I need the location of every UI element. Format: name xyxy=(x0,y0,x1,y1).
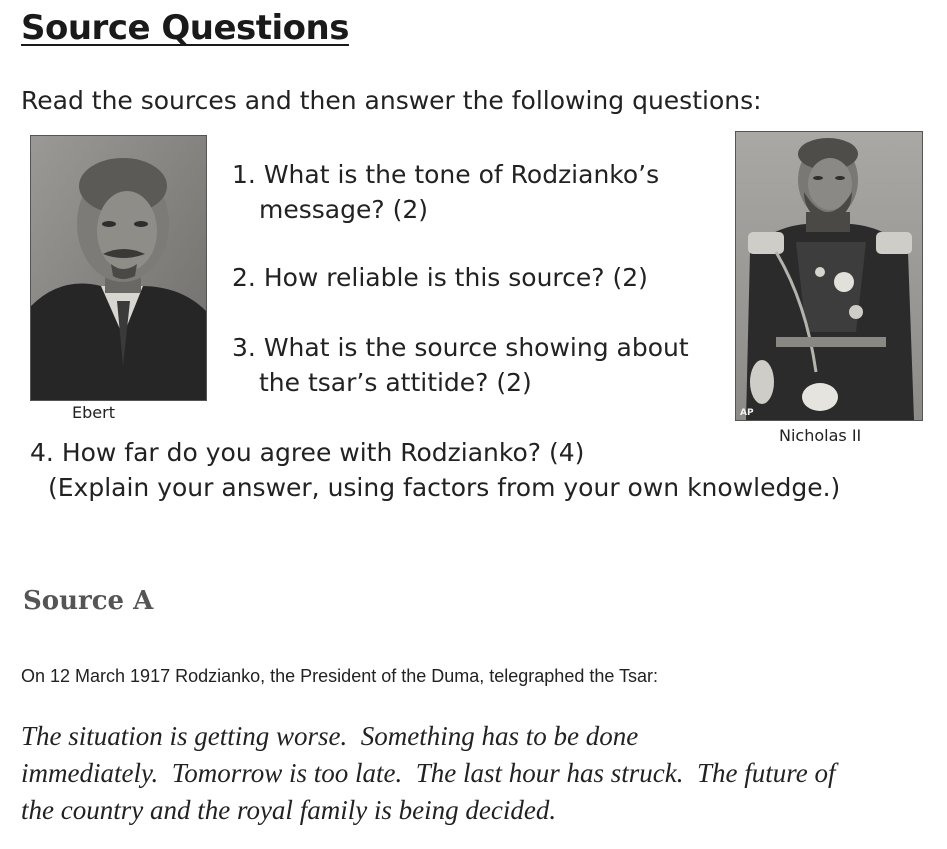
question-3 xyxy=(232,330,712,400)
source-quote xyxy=(21,718,941,829)
question-text: What is the source showing about xyxy=(263,333,689,362)
quote-line: the country and the royal family is being decided. xyxy=(21,795,557,825)
question-number: 1. xyxy=(232,160,256,189)
quote-line: The situation is getting worse. Something has to be done xyxy=(21,721,639,751)
question-text: How reliable is this source? (2) xyxy=(263,263,648,292)
ebert-caption: Ebert xyxy=(72,403,115,422)
source-heading: Source A xyxy=(23,586,154,616)
question-number: 2. xyxy=(232,263,256,292)
ap-watermark: AP xyxy=(740,408,754,418)
nicholas-caption: Nicholas II xyxy=(779,426,862,445)
quote-line: immediately. Tomorrow is too late. The last hour has struck. The future of xyxy=(21,758,836,788)
question-number: 3. xyxy=(232,333,256,362)
instructions: Read the sources and then answer the following questions: xyxy=(21,86,762,115)
ebert-portrait-image xyxy=(30,135,207,401)
question-continuation: the tsar’s attitide? (2) xyxy=(259,368,532,397)
question-2 xyxy=(232,260,702,295)
question-4 xyxy=(30,435,890,505)
page-title: Source Questions xyxy=(21,8,349,48)
question-text: How far do you agree with Rodzianko? (4) xyxy=(61,438,585,467)
question-continuation: (Explain your answer, using factors from your own knowledge.) xyxy=(48,473,841,502)
question-continuation: message? (2) xyxy=(259,195,428,224)
question-1 xyxy=(232,157,702,227)
question-text: What is the tone of Rodzianko’s xyxy=(263,160,660,189)
question-number: 4. xyxy=(30,438,54,467)
nicholas-portrait-image xyxy=(735,131,923,421)
ebert-portrait-graphic xyxy=(31,136,206,400)
nicholas-portrait-graphic xyxy=(736,132,922,420)
source-intro: On 12 March 1917 Rodzianko, the President of the Duma, telegraphed the Tsar: xyxy=(21,666,659,686)
